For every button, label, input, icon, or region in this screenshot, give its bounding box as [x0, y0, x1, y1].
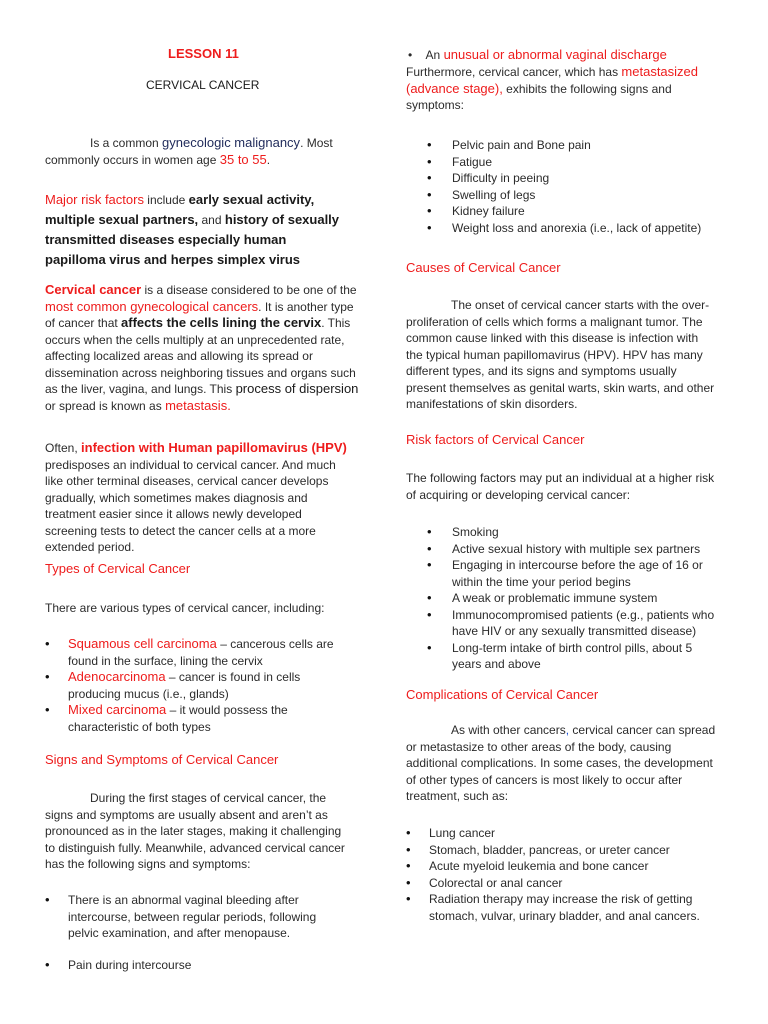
- lesson-title: LESSON 11: [168, 46, 239, 61]
- types-heading: Types of Cervical Cancer: [45, 561, 191, 576]
- signs-paragraph: During the first stages of cervical cancer, the signs and symptoms are usually absent and aren’t as pronounced as in the later stages, making it challenging to distinguish fully. Meanwhile, advanced cervical cancer has the following signs and symptoms:: [45, 791, 345, 871]
- list-item: • There is an abnormal vaginal bleeding after intercourse, between regular periods, following pelvic examination, and after menopause.: [45, 892, 335, 942]
- list-item: • Engaging in intercourse before the age of 16 or within the time your period begins: [406, 557, 724, 590]
- list-item: • Difficulty in peeing: [406, 170, 724, 187]
- causes-paragraph: The onset of cervical cancer starts with the over-proliferation of cells which forms a malignant tumor. The common cause linked with this disease is infection with the typical human papillomavirus (HPV). HPV has many different types, and its signs and symptoms usually present themselves as genital warts, skin warts, and other manifestations of skin disorders.: [406, 298, 715, 411]
- list-item: • Acute myeloid leukemia and bone cancer: [406, 858, 724, 875]
- list-item: • Radiation therapy may increase the risk of getting stomach, vulvar, urinary bladder, and anal cancers.: [406, 891, 724, 924]
- risk-factors-list: [406, 524, 724, 673]
- risk-factors-intro: The following factors may put an individual at a higher risk of acquiring or developing cervical cancer:: [406, 471, 715, 502]
- list-item: • Colorectal or anal cancer: [406, 875, 724, 892]
- list-item: • Fatigue: [406, 154, 724, 171]
- hpv-paragraph: Often, infection with Human papillomavirus (HPV) predisposes an individual to cervical cancer. And much like other terminal diseases, cervical cancer develops gradually, which sometimes makes diagnosis and treatment easier since it allows newly developed screening tests to detect the cancer cells at a more extended period.: [45, 440, 347, 554]
- cervical-cancer-definition: Cervical cancer is a disease considered to be one of the most common gynecological cancers. It is another type of cancer that affects the cells lining the cervix. This occurs when the cells multiply at an unprecedented rate, affecting localized areas and allowing its spread or dissemination across neighboring tissues and organs such as the liver, vagina, and lungs. This process of dispersion or spread is known as metastasis.: [45, 282, 359, 413]
- list-item: • Lung cancer: [406, 825, 724, 842]
- types-list: [45, 636, 345, 735]
- risk-factors-heading: Risk factors of Cervical Cancer: [406, 432, 585, 447]
- intro-paragraph: Is a common gynecologic malignancy. Most commonly occurs in women age 35 to 55.: [45, 135, 333, 167]
- complications-heading: Complications of Cervical Cancer: [406, 687, 599, 702]
- list-item: • Squamous cell carcinoma – cancerous cells are found in the surface, lining the cervix: [45, 636, 345, 669]
- list-item: • Smoking: [406, 524, 724, 541]
- causes-heading: Causes of Cervical Cancer: [406, 260, 561, 275]
- signs-heading: Signs and Symptoms of Cervical Cancer: [45, 752, 279, 767]
- metastasized-paragraph: Furthermore, cervical cancer, which has metastasized (advance stage), exhibits the following signs and symptoms:: [406, 64, 699, 112]
- advanced-symptoms-list: [406, 137, 724, 236]
- list-item: • Immunocompromised patients (e.g., patients who have HIV or any sexually transmitted disease): [406, 607, 724, 640]
- risk-factors-paragraph: Major risk factors include early sexual activity, multiple sexual partners, and history of sexually transmitted diseases especially human papilloma virus and herpes simplex virus: [45, 192, 340, 267]
- list-item: • Long-term intake of birth control pills, about 5 years and above: [406, 640, 724, 673]
- discharge-bullet: • An unusual or abnormal vaginal discharge: [408, 47, 667, 62]
- list-item: • A weak or problematic immune system: [406, 590, 724, 607]
- complications-list: [406, 825, 724, 924]
- types-intro: There are various types of cervical cancer, including:: [45, 601, 325, 615]
- list-item: • Stomach, bladder, pancreas, or ureter cancer: [406, 842, 724, 859]
- list-item: • Adenocarcinoma – cancer is found in cells producing mucus (i.e., glands): [45, 669, 345, 702]
- signs-list: [45, 892, 335, 942]
- list-item: • Active sexual history with multiple sex partners: [406, 541, 724, 558]
- signs-list-2: [45, 957, 335, 974]
- list-item: • Swelling of legs: [406, 187, 724, 204]
- list-item: • Weight loss and anorexia (i.e., lack of appetite): [406, 220, 724, 237]
- lesson-subtitle: CERVICAL CANCER: [146, 78, 260, 92]
- complications-paragraph: As with other cancers, cervical cancer can spread or metastasize to other areas of the body, causing additional complications. In some cases, the development of other types of cancers is most likely to occur after treatment, such as:: [406, 723, 716, 803]
- list-item: • Kidney failure: [406, 203, 724, 220]
- list-item: • Pain during intercourse: [45, 957, 335, 974]
- list-item: • Mixed carcinoma – it would possess the characteristic of both types: [45, 702, 345, 735]
- list-item: • Pelvic pain and Bone pain: [406, 137, 724, 154]
